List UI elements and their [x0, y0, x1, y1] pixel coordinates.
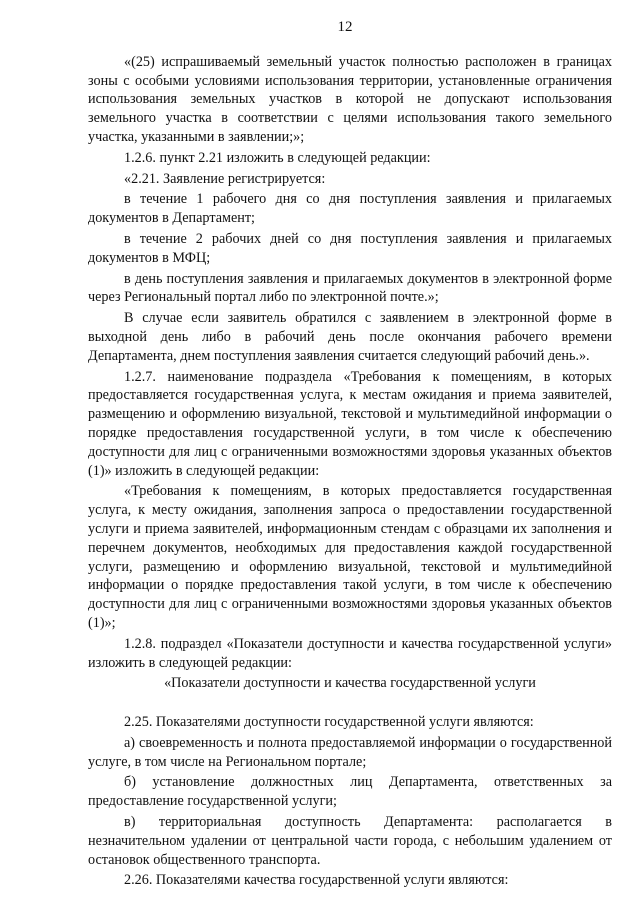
paragraph-electronic-weekend: В случае если заявитель обратился с заявлением в электронной форме в выходной день либо в рабочий день после окончания рабочего времени Департамента, днем поступления заявления считается следующий рабочий день.». [88, 310, 612, 364]
document-page [88, 18, 612, 892]
paragraph-2-21-electronic: в день поступления заявления и прилагаемых документов в электронной форме через Региональный портал либо по электронной почте.»; [88, 270, 612, 306]
blank-line [88, 695, 612, 713]
paragraph-2-21-department: в течение 1 рабочего дня со дня поступления заявления и прилагаемых документов в Департамент; [88, 191, 612, 227]
paragraph-2-25-a: а) своевременность и полнота предоставляемой информации о государственной услуге, в том числе на Региональном портале; [88, 734, 612, 770]
paragraph-2-21-mfc: в течение 2 рабочих дней со дня поступления заявления и прилагаемых документов в МФЦ; [88, 230, 612, 266]
paragraph-item-25: «(25) испрашиваемый земельный участок полностью расположен в границах зоны с особыми условиями использования территории, установленные ограничения использования земельных участков в которой не допускают использования земельного участка в соответствии с целями использования такого земельного участка, указанными в заявлении;»; [88, 53, 612, 145]
paragraph-1-2-6: 1.2.6. пункт 2.21 изложить в следующей редакции: [124, 149, 431, 166]
paragraph-requirements-premises: «Требования к помещениям, в которых предоставляется государственная услуга, к месту ожидания, заполнения запроса о предоставлении государственной услуги и приема заявителей, информационным стендам с образцами их заполнения и перечнем документов, необходимых для предоставления каждой государственной услуги, размещению и оформлению визуальной, текстовой и мультимедийной информации о порядке предоставления такой услуги, в том числе к обеспечению доступности для лиц с ограниченными возможностями здоровья указанных объектов (1)»; [88, 483, 612, 631]
paragraph-2-25-b: б) установление должностных лиц Департамента, ответственных за предоставление государственной услуги; [88, 774, 612, 810]
page-number: 12 [337, 19, 353, 35]
paragraph-2-25: 2.25. Показателями доступности государственной услуги являются: [124, 714, 534, 731]
paragraph-2-21-intro: «2.21. Заявление регистрируется: [124, 170, 326, 187]
section-heading: «Показатели доступности и качества государственной услуги [164, 675, 536, 692]
paragraph-2-26: 2.26. Показателями качества государственной услуги являются: [124, 872, 509, 889]
paragraph-2-25-c: в) территориальная доступность Департамента: располагается в незначительном удалении от центральной части города, с небольшим удалением от остановок общественного транспорта. [88, 814, 612, 868]
paragraph-1-2-7: 1.2.7. наименование подраздела «Требования к помещениям, в которых предоставляется государственная услуга, к местам ожидания и приема заявителей, размещению и оформлению визуальной, текстовой и мультимедийной информации о порядке предоставления государственной услуги, в том числе к обеспечению доступности для лиц с ограниченными возможностями здоровья указанных объектов (1)» изложить в следующей редакции: [88, 368, 612, 479]
paragraph-1-2-8: 1.2.8. подраздел «Показатели доступности и качества государственной услуги» изложить в следующей редакции: [88, 635, 612, 671]
